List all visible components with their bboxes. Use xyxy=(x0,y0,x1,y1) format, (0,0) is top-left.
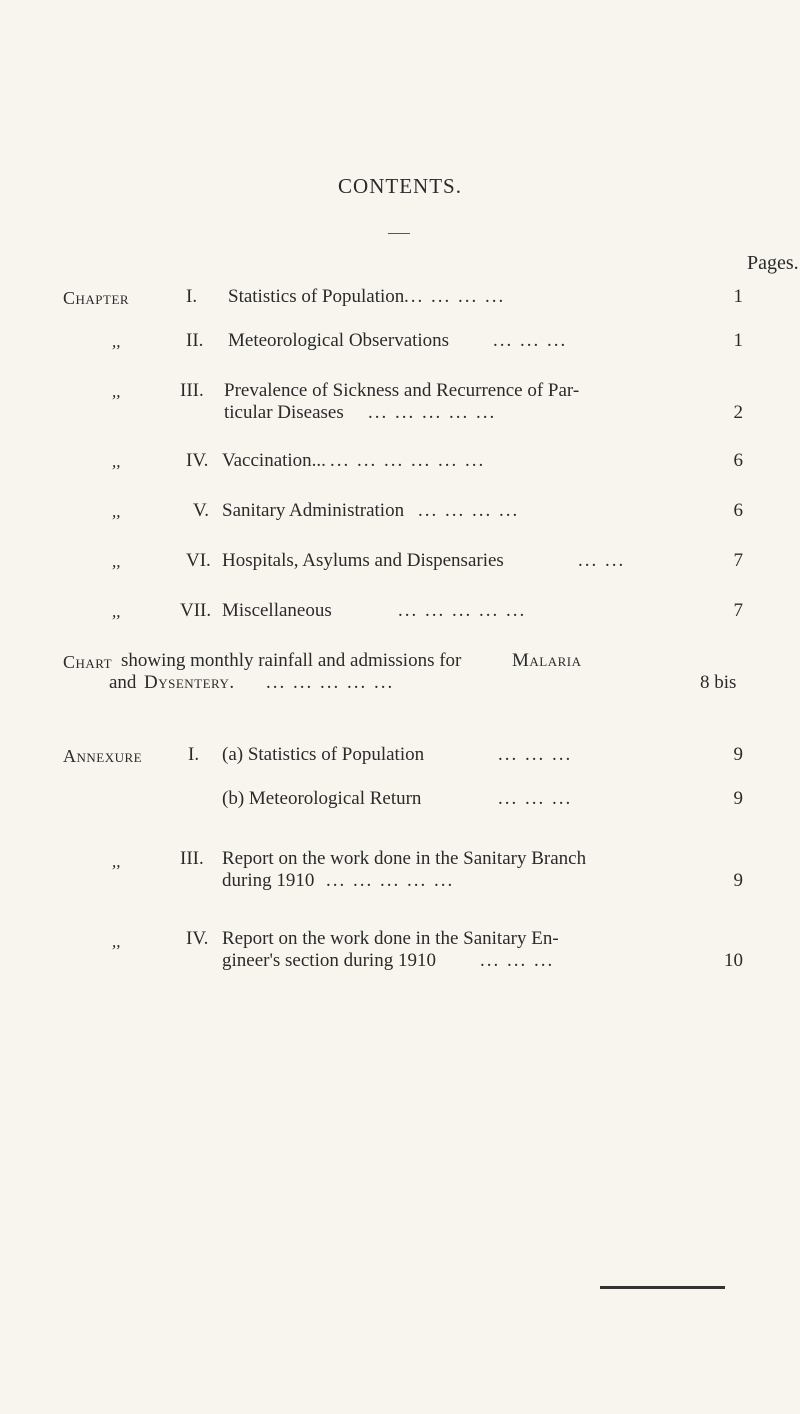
title-divider xyxy=(388,233,410,234)
annexure-1a-title: (a) Statistics of Population xyxy=(222,744,425,765)
annexure-3-leader: ... ... ... ... ... xyxy=(326,870,455,891)
pages-column-heading: Pages. xyxy=(747,252,799,274)
chapter-4-title: Vaccination... xyxy=(222,450,326,471)
annexure-1-number: I. xyxy=(188,744,200,765)
chapter-5-page: 6 xyxy=(733,500,743,521)
chapter-2-leader: ... ... ... xyxy=(493,330,568,351)
chapter-2-title: Meteorological Observations xyxy=(228,330,450,351)
annexure-3-title: Report on the work done in the Sanitary Branch xyxy=(222,848,587,869)
chapter-6-page: 7 xyxy=(733,550,743,571)
annexure-4-leader: ... ... ... xyxy=(480,950,555,971)
chapter-3-title: Prevalence of Sickness and Recurrence of Par- xyxy=(224,380,580,401)
chapter-4-leader: ... ... ... ... ... ... xyxy=(330,450,486,471)
chapter-4-number: IV. xyxy=(186,450,209,471)
footer-rule xyxy=(600,1286,725,1289)
chapter-1-page: 1 xyxy=(733,286,743,307)
chart-page: 8 bis xyxy=(700,672,737,693)
chapter-1-leader: ... ... ... ... xyxy=(404,286,506,307)
chart-leader: ... ... ... ... ... xyxy=(266,672,395,693)
chapter-2-page: 1 xyxy=(733,330,743,351)
annexure-3-page: 9 xyxy=(733,870,743,891)
page-title: CONTENTS. xyxy=(338,174,462,198)
annexure-1a-leader: ... ... ... xyxy=(498,744,573,765)
chapter-6-leader: ... ... xyxy=(578,550,626,571)
chapter-3-page: 2 xyxy=(733,402,743,423)
chapter-7-leader: ... ... ... ... ... xyxy=(398,600,527,621)
ditto-mark: ,, xyxy=(112,332,121,351)
chapter-label: Chapter xyxy=(63,288,130,308)
chapter-3-title-cont: ticular Diseases xyxy=(224,402,344,423)
chapter-6-title: Hospitals, Asylums and Dispensaries xyxy=(222,550,504,571)
chart-dysentery: Dysentery. xyxy=(144,672,235,693)
annexure-1a-page: 9 xyxy=(733,744,743,765)
ditto-mark: ,, xyxy=(112,382,121,401)
annexure-1b-title: (b) Meteorological Return xyxy=(222,788,422,809)
chart-malaria: Malaria xyxy=(512,650,582,671)
chapter-3-leader: ... ... ... ... ... xyxy=(368,402,497,423)
chapter-5-number: V. xyxy=(193,500,210,521)
chapter-6-number: VI. xyxy=(186,550,211,571)
ditto-mark: ,, xyxy=(112,602,121,621)
ditto-mark: ,, xyxy=(112,852,121,871)
annexure-label: Annexure xyxy=(63,746,143,766)
chapter-4-page: 6 xyxy=(733,450,743,471)
annexure-3-title-cont: during 1910 xyxy=(222,870,315,891)
ditto-mark: ,, xyxy=(112,502,121,521)
chapter-7-page: 7 xyxy=(733,600,743,621)
annexure-4-title: Report on the work done in the Sanitary En- xyxy=(222,928,559,949)
chapter-3-number: III. xyxy=(180,380,204,401)
chapter-7-title: Miscellaneous xyxy=(222,600,332,621)
chapter-5-leader: ... ... ... ... xyxy=(418,500,520,521)
chapter-2-number: II. xyxy=(186,330,204,351)
chart-description: showing monthly rainfall and admissions for xyxy=(121,650,462,671)
annexure-4-title-cont: gineer's section during 1910 xyxy=(222,950,436,971)
annexure-4-page: 10 xyxy=(724,950,743,971)
chapter-7-number: VII. xyxy=(180,600,212,621)
annexure-1b-page: 9 xyxy=(733,788,743,809)
annexure-4-number: IV. xyxy=(186,928,209,949)
chapter-1-title: Statistics of Population xyxy=(228,286,405,307)
annexure-1b-leader: ... ... ... xyxy=(498,788,573,809)
ditto-mark: ,, xyxy=(112,932,121,951)
chart-label: Chart xyxy=(63,652,113,672)
chapter-5-title: Sanitary Administration xyxy=(222,500,405,521)
ditto-mark: ,, xyxy=(112,552,121,571)
chapter-1-number: I. xyxy=(186,286,198,307)
chart-description-cont: and xyxy=(109,672,137,693)
ditto-mark: ,, xyxy=(112,452,121,471)
annexure-3-number: III. xyxy=(180,848,204,869)
